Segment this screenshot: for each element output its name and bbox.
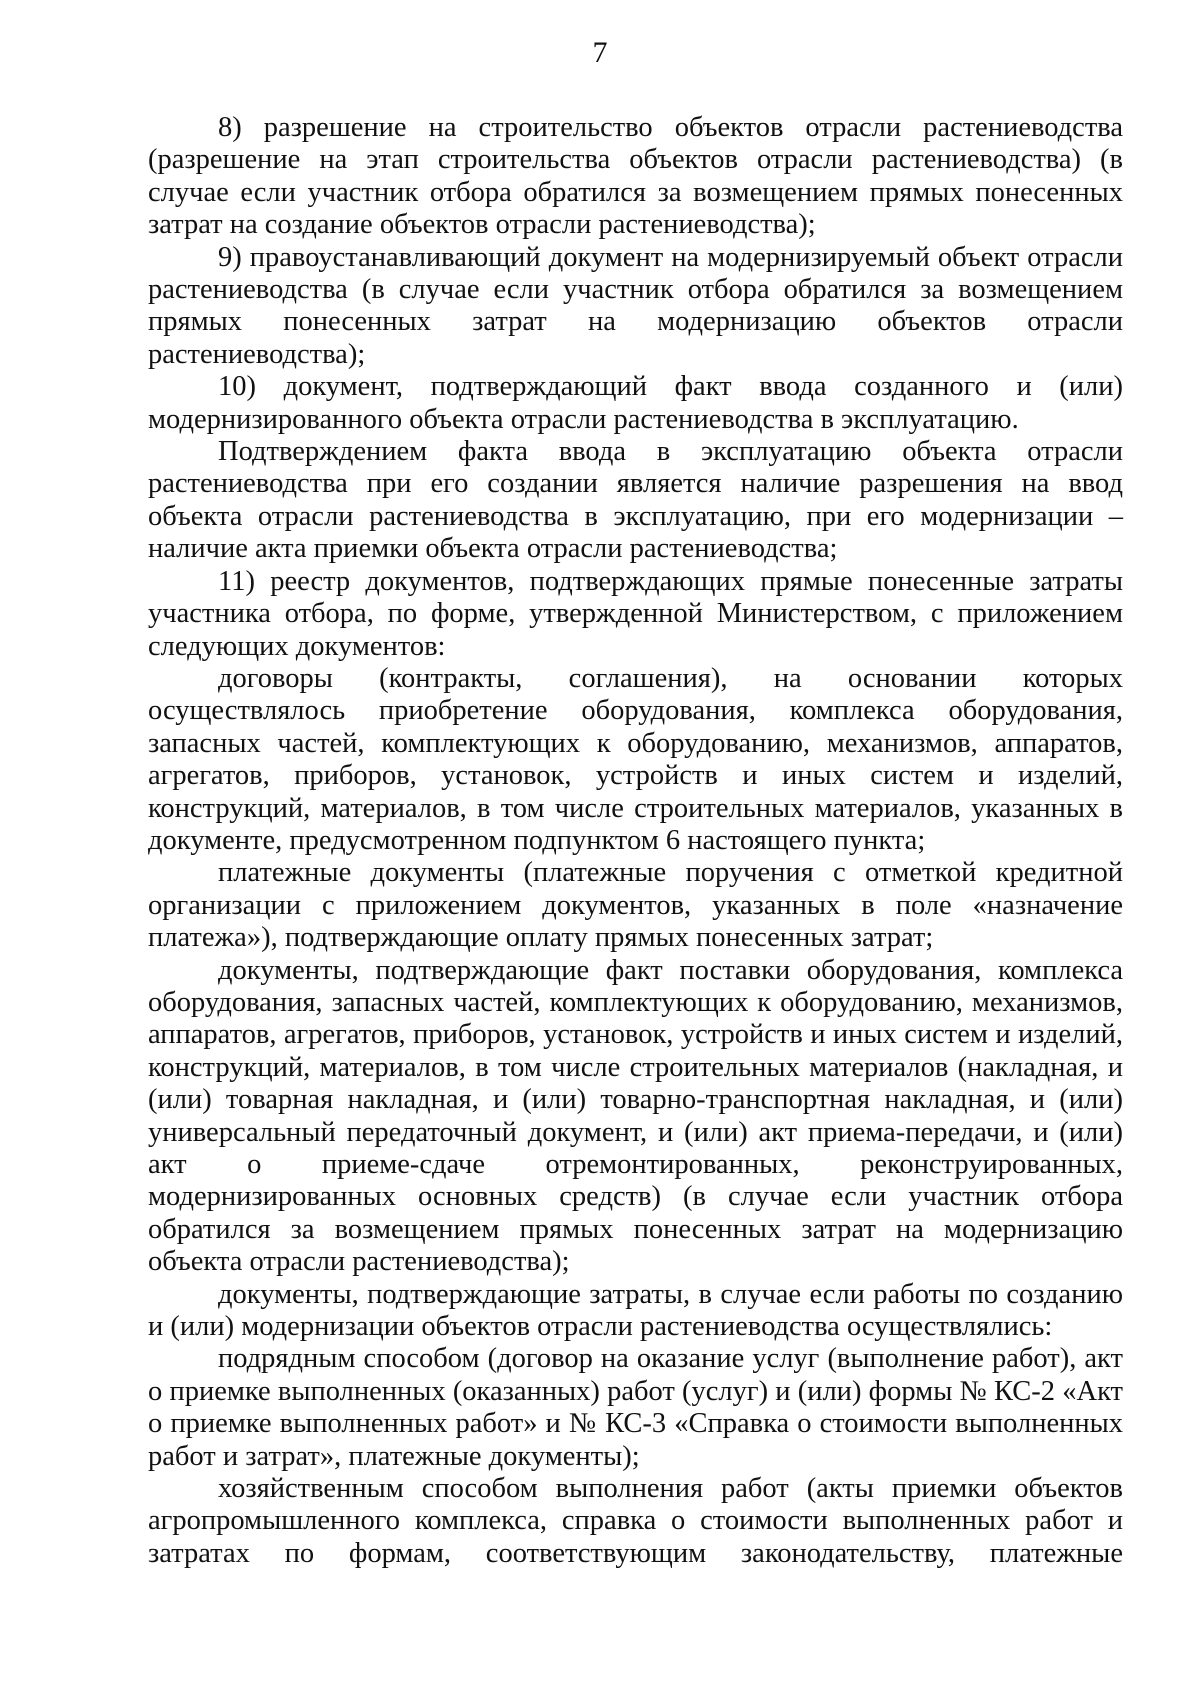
paragraph-contracts: договоры (контракты, соглашения), на основании которых осуществлялось приобретение оборудования, комплекса оборудования, запасных частей, комплектующих к оборудованию, механизмов, аппаратов, агрегатов, приборов, установок, устройств и иных систем и изделий, конструкций, материалов, в том числе строительных материалов, указанных в документе, предусмотренном подпунктом 6 настоящего пункта; [148, 662, 1123, 856]
paragraph-item-11: 11) реестр документов, подтверждающих прямые понесенные затраты участника отбора, по форме, утвержденной Министерством, с приложением следующих документов: [148, 565, 1123, 662]
page-number: 7 [592, 36, 608, 69]
paragraph-contract-method: подрядным способом (договор на оказание услуг (выполнение работ), акт о приемке выполненных (оказанных) работ (услуг) и (или) формы № КС-2 «Акт о приемке выполненных работ» и № КС-3 «Справка о стоимости выполненных работ и затрат», платежные документы); [148, 1343, 1123, 1472]
paragraph-delivery-documents: документы, подтверждающие факт поставки оборудования, комплекса оборудования, запасных частей, комплектующих к оборудованию, механизмов, аппаратов, агрегатов, приборов, установок, устройств и иных систем и изделий, конструкций, материалов, в том числе строительных материалов (накладная, и (или) товарная накладная, и (или) товарно-транспортная накладная, и (или) универсальный передаточный документ, и (или) акт приема-передачи, и (или) акт о приеме-сдаче отремонтированных, реконструированных, модернизированных основных средств) (в случае если участник отбора обратился за возмещением прямых понесенных затрат на модернизацию объекта отрасли растениеводства); [148, 954, 1123, 1278]
paragraph-item-8: 8) разрешение на строительство объектов отрасли растениеводства (разрешение на этап строительства объектов отрасли растениеводства) (в случае если участник отбора обратился за возмещением прямых понесенных затрат на создание объектов отрасли растениеводства); [148, 112, 1123, 241]
document-body [148, 112, 1123, 1570]
paragraph-item-9: 9) правоустанавливающий документ на модернизируемый объект отрасли растениеводства (в случае если участник отбора обратился за возмещением прямых понесенных затрат на модернизацию объектов отрасли растениеводства); [148, 241, 1123, 370]
paragraph-commissioning-confirmation: Подтверждением факта ввода в эксплуатацию объекта отрасли растениеводства при его создании является наличие разрешения на ввод объекта отрасли растениеводства в эксплуатацию, при его модернизации – наличие акта приемки объекта отрасли растениеводства; [148, 436, 1123, 565]
paragraph-economic-method: хозяйственным способом выполнения работ (акты приемки объектов агропромышленного комплекса, справка о стоимости выполненных работ и затратах по формам, соответствующим законодательству, платежные [148, 1473, 1123, 1569]
paragraph-payment-documents: платежные документы (платежные поручения с отметкой кредитной организации с приложением документов, указанных в поле «назначение платежа»), подтверждающие оплату прямых понесенных затрат; [148, 857, 1123, 954]
paragraph-cost-documents: документы, подтверждающие затраты, в случае если работы по созданию и (или) модернизации объектов отрасли растениеводства осуществлялись: [148, 1278, 1123, 1343]
paragraph-item-10: 10) документ, подтверждающий факт ввода созданного и (или) модернизированного объекта отрасли растениеводства в эксплуатацию. [148, 371, 1123, 435]
